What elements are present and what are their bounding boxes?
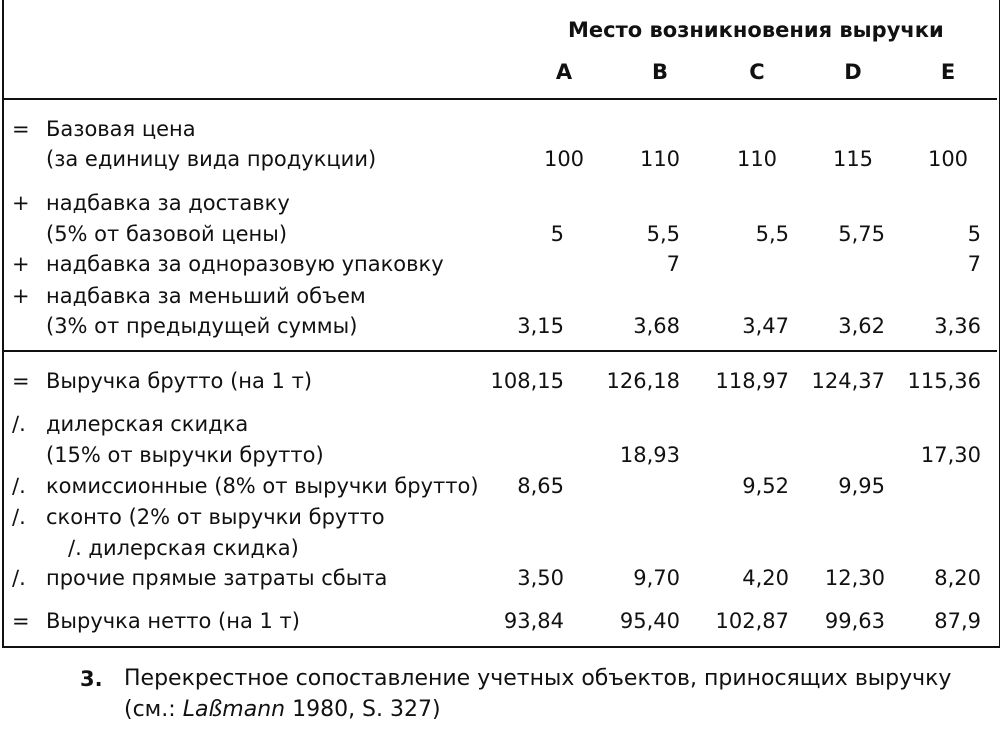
table-cell: 115 bbox=[832, 147, 874, 171]
caption-line-2 bbox=[124, 695, 441, 725]
table-cell: 100 bbox=[543, 147, 585, 171]
caption-number: 3. bbox=[80, 667, 103, 691]
table-cell: 102,87 bbox=[715, 609, 789, 633]
table-cell: 3,15 bbox=[517, 314, 564, 338]
row-label-continued: (15% от выручки брутто) bbox=[46, 443, 324, 467]
row-label: дилерская скидка bbox=[46, 412, 249, 436]
table-cell: 5 bbox=[550, 222, 564, 246]
column-header-e: E bbox=[940, 60, 956, 84]
table-cell: 99,63 bbox=[824, 609, 885, 633]
table-cell: 9,70 bbox=[633, 566, 680, 590]
table-cell: 5,5 bbox=[646, 222, 680, 246]
table-cell: 3,47 bbox=[742, 314, 789, 338]
table-title: Место возникновения выручки bbox=[568, 18, 944, 42]
row-operator: ∕. bbox=[12, 566, 26, 590]
table-cell: 8,20 bbox=[934, 566, 981, 590]
table-cell: 12,30 bbox=[824, 566, 885, 590]
row-label: комиссионные (8% от выручки брутто) bbox=[46, 474, 479, 498]
row-operator: + bbox=[12, 252, 30, 276]
column-header-c: C bbox=[749, 60, 765, 84]
caption-citation-author: Laßmann bbox=[182, 697, 286, 722]
table-cell: 5 bbox=[967, 222, 981, 246]
table-cell: 126,18 bbox=[606, 369, 680, 393]
row-label-continued: (за единицу вида продукции) bbox=[46, 147, 377, 171]
header-divider bbox=[2, 98, 997, 100]
row-operator: = bbox=[12, 117, 30, 141]
table-cell: 100 bbox=[927, 147, 969, 171]
column-header-b: B bbox=[651, 60, 669, 84]
row-operator: + bbox=[12, 191, 30, 215]
row-operator: + bbox=[12, 284, 30, 308]
row-label: Выручка брутто (на 1 т) bbox=[46, 369, 313, 393]
table-cell: 110 bbox=[639, 147, 681, 171]
table-cell: 3,62 bbox=[838, 314, 885, 338]
row-label: сконто (2% от выручки брутто bbox=[46, 505, 385, 529]
table-cell: 108,15 bbox=[490, 369, 564, 393]
row-label: надбавка за меньший объем bbox=[46, 284, 366, 308]
table-cell: 9,52 bbox=[742, 474, 789, 498]
section-divider bbox=[2, 350, 997, 352]
table-cell: 4,20 bbox=[742, 566, 789, 590]
table-cell: 3,36 bbox=[934, 314, 981, 338]
row-label: прочие прямые затраты сбыта bbox=[46, 566, 388, 590]
table-cell: 3,50 bbox=[517, 566, 564, 590]
table-cell: 110 bbox=[736, 147, 778, 171]
row-label: надбавка за доставку bbox=[46, 191, 290, 215]
row-label-continued: ∕. дилерская скидка) bbox=[68, 536, 299, 560]
table-cell: 9,95 bbox=[838, 474, 885, 498]
column-header-a: A bbox=[555, 60, 573, 84]
row-operator: ∕. bbox=[12, 412, 26, 436]
row-operator: = bbox=[12, 609, 30, 633]
caption-citation-prefix: (см.: bbox=[124, 697, 183, 722]
caption-citation-suffix: 1980, S. 327) bbox=[285, 697, 441, 722]
table-cell: 5,75 bbox=[838, 222, 885, 246]
row-label: Выручка нетто (на 1 т) bbox=[46, 609, 300, 633]
table-cell: 93,84 bbox=[503, 609, 564, 633]
table-cell: 7 bbox=[666, 252, 680, 276]
row-operator: ∕. bbox=[12, 505, 26, 529]
row-label: надбавка за одноразовую упаковку bbox=[46, 252, 444, 276]
row-label-continued: (5% от базовой цены) bbox=[46, 222, 288, 246]
column-header-d: D bbox=[844, 60, 862, 84]
row-operator: = bbox=[12, 369, 30, 393]
caption-line-1: Перекрестное сопоставление учетных объектов, приносящих выручку bbox=[124, 666, 952, 691]
table-cell: 118,97 bbox=[715, 369, 789, 393]
table-cell: 87,9 bbox=[934, 609, 981, 633]
table-cell: 124,37 bbox=[811, 369, 885, 393]
table-cell: 7 bbox=[967, 252, 981, 276]
table-cell: 115,36 bbox=[907, 369, 981, 393]
row-label: Базовая цена bbox=[46, 117, 196, 141]
table-cell: 8,65 bbox=[517, 474, 564, 498]
table-cell: 5,5 bbox=[755, 222, 789, 246]
row-label-continued: (3% от предыдущей суммы) bbox=[46, 314, 358, 338]
table-cell: 18,93 bbox=[619, 443, 680, 467]
table-cell: 17,30 bbox=[920, 443, 981, 467]
table-cell: 3,68 bbox=[633, 314, 680, 338]
row-operator: ∕. bbox=[12, 474, 26, 498]
table-cell: 95,40 bbox=[619, 609, 680, 633]
